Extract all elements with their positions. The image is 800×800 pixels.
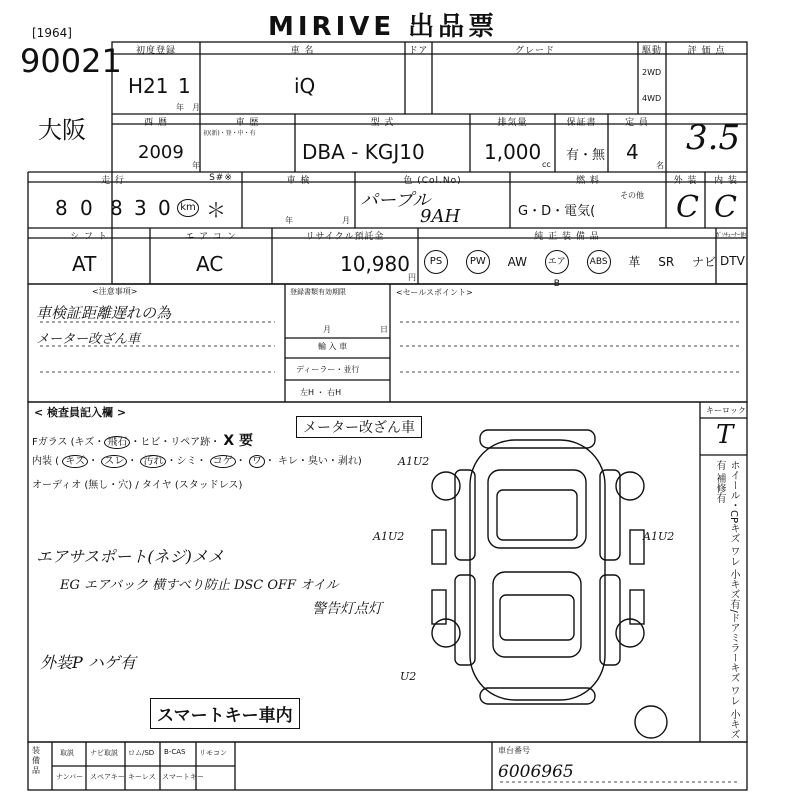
interior-dirt: 汚れ bbox=[140, 455, 166, 468]
lot-number: 90021 bbox=[20, 42, 122, 80]
label-interior: 内 装 bbox=[714, 176, 738, 186]
label-displacement: 排気量 bbox=[497, 118, 528, 128]
label-fuel: 燃 料 bbox=[576, 176, 600, 186]
car-mark-1: A1U2 bbox=[398, 455, 430, 468]
inspection-year: 年 bbox=[285, 216, 293, 225]
aircon-value: AC bbox=[196, 252, 224, 276]
mileage-d1: 8 bbox=[55, 196, 68, 220]
label-aircon: エ ア コ ン bbox=[185, 232, 237, 242]
car-mark-4: U2 bbox=[400, 670, 417, 683]
seats-unit: 名 bbox=[656, 161, 664, 170]
interior-value: C bbox=[714, 190, 737, 225]
label-rating: 評 価 点 bbox=[687, 46, 726, 56]
model-year-unit: 年 bbox=[192, 161, 200, 170]
meter-stamp: メーター改ざん車 bbox=[296, 416, 422, 438]
recycle-value: 10,980 bbox=[340, 252, 410, 276]
yen-unit: 円 bbox=[408, 273, 416, 282]
km-unit: km bbox=[177, 199, 199, 217]
interior-scratch: キズ bbox=[62, 455, 88, 468]
bottom-item-smartkey: スマートキー bbox=[162, 773, 204, 781]
inspection-month: 月 bbox=[342, 216, 350, 225]
label-equipment: 純 正 装 備 品 bbox=[534, 232, 600, 242]
equip-pw: PW bbox=[466, 250, 490, 274]
label-capacity: 定 員 bbox=[625, 118, 649, 128]
label-odo-swap: S#※ bbox=[209, 173, 233, 183]
label-history: 車 歴 bbox=[235, 118, 260, 128]
notes-line2: メーター改ざん車 bbox=[36, 332, 141, 347]
label-model-type: 型 式 bbox=[370, 118, 395, 128]
mileage-d5: 0 bbox=[158, 196, 171, 220]
equip-sr: SR bbox=[658, 255, 675, 269]
chassis-number: 6006965 bbox=[498, 762, 574, 782]
label-reg-expiry: 登録書類有効期限 bbox=[290, 288, 346, 296]
label-exterior: 外 装 bbox=[673, 176, 698, 186]
label-shift: シ フ ト bbox=[70, 232, 108, 242]
label-inspection: 車 検 bbox=[286, 176, 311, 186]
bottom-item-spare: スペアキー bbox=[90, 773, 125, 781]
label-keylock: キーロック bbox=[706, 406, 746, 415]
label-sales: <セールスポイント> bbox=[396, 288, 473, 297]
label-chassis: 車台番号 bbox=[498, 746, 530, 755]
glass-rest: ・ヒビ・リペア跡・ bbox=[130, 437, 221, 448]
glass-circled: 飛石 bbox=[104, 436, 130, 449]
lot-small: [1964] bbox=[32, 26, 72, 40]
displacement: 1,000 bbox=[484, 140, 542, 164]
car-name: iQ bbox=[294, 74, 316, 98]
label-bottom-left: 装備品 bbox=[32, 746, 40, 775]
label-car-name: 車 名 bbox=[290, 46, 315, 56]
label-notes: <注意事項> bbox=[92, 287, 138, 296]
fuel-other: その他 bbox=[620, 191, 644, 200]
label-dealer: ディーラー・並行 bbox=[296, 365, 360, 374]
equip-dtv: DTV bbox=[720, 254, 745, 268]
label-handle: 左H ・ 右H bbox=[300, 388, 342, 397]
venue: 大阪 bbox=[38, 116, 86, 144]
right-side-text: ホイール・CPキズ ワレ 小キズ有/ドアミラーキズ ワレ 小キズ有 補修有 bbox=[714, 460, 739, 740]
glass-line bbox=[32, 430, 253, 450]
warranty-value: 有・無 bbox=[566, 148, 606, 163]
interior-line: 内装 ( キズ ・ スレ ・ 汚れ ・シミ・ コゲ ・ ワ ・ キレ・臭い・剥れ) bbox=[32, 456, 362, 467]
bottom-item-plate: ナンバー bbox=[56, 773, 84, 781]
mileage-d3: 8 bbox=[110, 196, 123, 220]
equip-abs: ABS bbox=[587, 250, 611, 274]
label-inspector: < 検査員記入欄 > bbox=[34, 406, 127, 419]
bottom-item-keyless: キーレス bbox=[128, 773, 156, 781]
equip-leather: 革 bbox=[628, 255, 641, 269]
equip-navi: ナビ bbox=[691, 255, 716, 269]
mileage-d4: 3 bbox=[134, 196, 147, 220]
drive-4wd: 4WD bbox=[642, 94, 662, 103]
reg-expiry-day: 日 bbox=[380, 325, 388, 334]
label-grade: グレード bbox=[514, 46, 555, 56]
first-reg-month-label: 月 bbox=[192, 103, 200, 112]
equipment-list bbox=[424, 250, 716, 289]
label-import: 輸 入 車 bbox=[318, 342, 348, 351]
bottom-item-remote: リモコン bbox=[199, 749, 227, 757]
page-title: MIRIVE 出品票 bbox=[268, 12, 499, 42]
model-year: 2009 bbox=[138, 142, 184, 163]
inspector-line1: エアサスポート(ネジ)メメ bbox=[36, 547, 224, 566]
interior-wear: スレ bbox=[101, 455, 127, 468]
inspector-line3: 警告灯点灯 bbox=[312, 601, 382, 617]
color-value: パープル bbox=[360, 190, 431, 211]
interior-burn: コゲ bbox=[210, 455, 236, 468]
history-options: 初(新)・登・中・有 bbox=[203, 130, 256, 137]
label-drive: 駆動 bbox=[641, 46, 662, 56]
car-mark-2: A1U2 bbox=[373, 530, 405, 543]
smartkey-stamp: スマートキー車内 bbox=[150, 698, 300, 729]
odometer-mark: ＊ bbox=[206, 198, 226, 222]
inspector-line2: EG エアバック 横すべり防止 DSC OFF オイル bbox=[60, 578, 339, 593]
first-reg-year: H21 bbox=[128, 74, 169, 98]
keylock-value: T bbox=[716, 420, 734, 450]
label-model-year: 西 暦 bbox=[144, 118, 168, 128]
car-diagram bbox=[432, 430, 667, 738]
label-mileage: 走 行 bbox=[101, 176, 125, 186]
seats: 4 bbox=[626, 140, 639, 164]
label-color: 色 (Col.No) bbox=[403, 176, 462, 186]
first-reg-year-label: 年 bbox=[176, 103, 184, 112]
glass-mark: X 要 bbox=[223, 433, 254, 449]
notes-line1: 車検証距離遅れの為 bbox=[36, 304, 172, 322]
reg-expiry-month: 月 bbox=[323, 325, 331, 334]
cc-unit: cc bbox=[542, 160, 551, 169]
bottom-item-bcas: B-CAS bbox=[164, 748, 186, 756]
fuel-options: G・D・電気( bbox=[518, 204, 596, 219]
glass-label: Fガラス (キズ・ bbox=[32, 437, 105, 448]
bottom-item-navi-manual: ナビ取説 bbox=[90, 749, 118, 757]
interior-wa: ワ bbox=[249, 455, 265, 468]
interior-label: 内装 bbox=[32, 456, 52, 467]
inspector-line4: 外装P ハゲ有 bbox=[40, 653, 136, 672]
label-recycle: リサイクル預託金 bbox=[305, 232, 385, 242]
bottom-item-manual: 取説 bbox=[60, 749, 74, 757]
rating-value: 3.5 bbox=[686, 118, 741, 158]
label-tuner: ｶﾞｿﾁｭｰﾅｰ他 bbox=[716, 232, 747, 239]
equip-aw: AW bbox=[507, 255, 528, 269]
equip-ps: PS bbox=[424, 250, 448, 274]
car-mark-3: A1U2 bbox=[643, 530, 675, 543]
color-code: 9AH bbox=[420, 206, 461, 227]
label-door: ドア bbox=[408, 46, 429, 56]
drive-2wd: 2WD bbox=[642, 68, 662, 77]
bottom-item-rom: ロム/SD bbox=[128, 749, 155, 757]
label-warranty: 保証書 bbox=[566, 118, 597, 128]
first-reg-month: 1 bbox=[178, 74, 191, 98]
audio-line: オーディオ (無し・穴) / タイヤ (スタッドレス) bbox=[32, 480, 243, 491]
model-code: DBA - KGJ10 bbox=[302, 140, 425, 164]
equip-airbag: エアB bbox=[545, 250, 569, 274]
mileage-d2: 0 bbox=[80, 196, 93, 220]
exterior-value: C bbox=[676, 190, 699, 225]
label-first-reg: 初度登録 bbox=[135, 46, 176, 56]
shift-value: AT bbox=[72, 252, 97, 276]
interior-rest: キレ・臭い・剥れ) bbox=[278, 456, 362, 467]
